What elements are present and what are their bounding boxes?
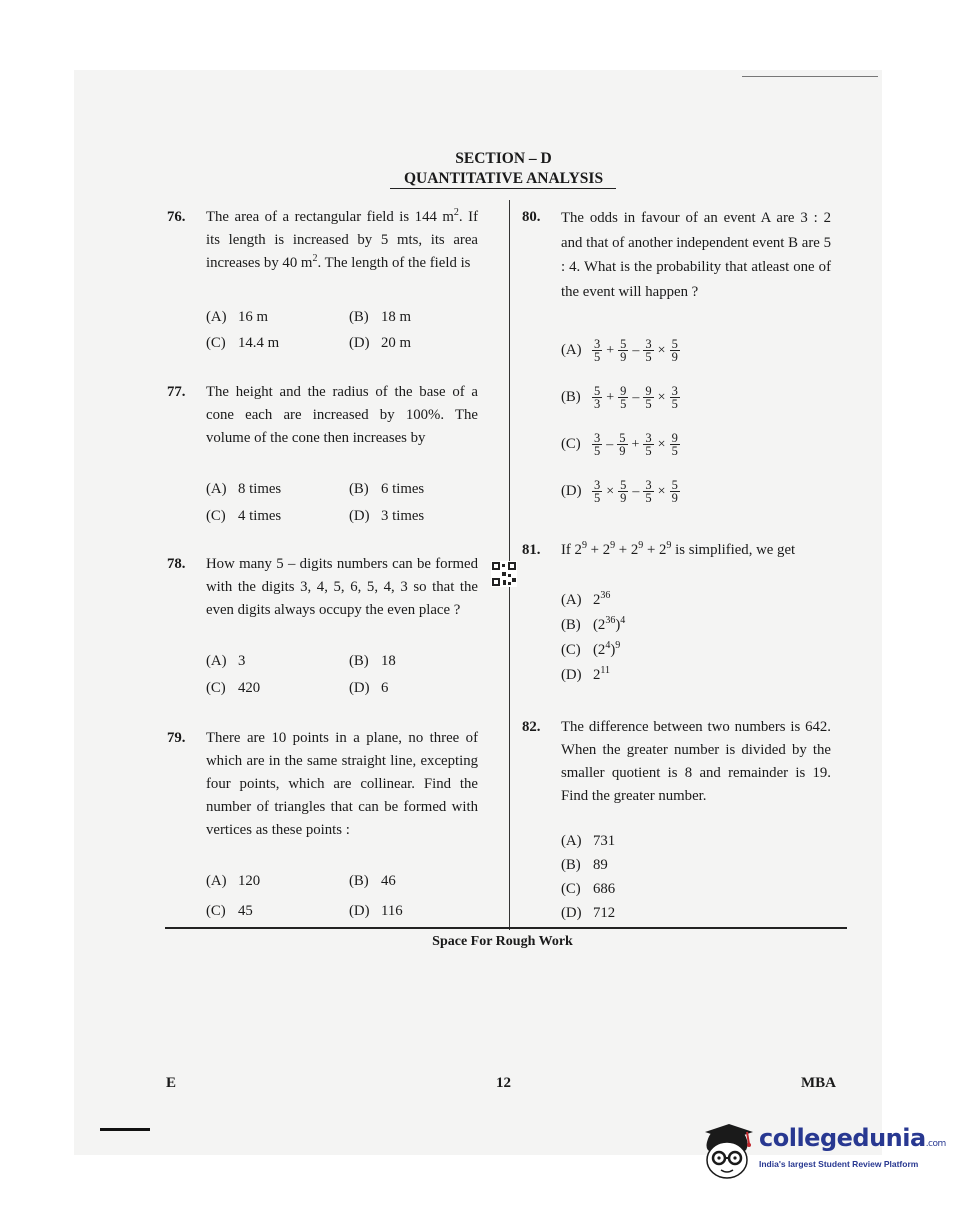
question-text: The area of a rectangular field is 144 $m^2$. If its length is increased by 5 mts, its area increases by 40 $m^2$. The length of the field is xyxy=(206,207,478,271)
option-d: (D) 20 m xyxy=(349,335,412,351)
question-text: There are 10 points in a plane, no three of which are in the same straight line, excepting four points, which are collinear. Find the number of triangles that can be formed with vertices as these points : xyxy=(206,730,478,838)
qr-code-icon xyxy=(491,561,517,587)
option-a: (A) 16 m xyxy=(206,309,269,325)
fraction: $\frac{3}{5}$ xyxy=(594,478,601,505)
section-underline xyxy=(390,188,616,189)
option-label: (B) xyxy=(561,389,581,405)
option-d: (D) 116 xyxy=(349,903,403,919)
fraction: $\frac{9}{5}$ xyxy=(671,431,678,458)
operator: × xyxy=(657,484,666,499)
option-c: (C) 45 xyxy=(206,903,253,919)
question-number: 81. xyxy=(522,542,541,558)
option-a: (A) $2^{36}$ xyxy=(561,590,611,608)
option-a: (A) 8 times xyxy=(206,481,282,497)
section-label: SECTION – D xyxy=(455,150,552,167)
operator: – xyxy=(632,484,640,499)
question-76 xyxy=(167,206,487,356)
operator: + xyxy=(631,437,640,452)
option-c: (C) 686 xyxy=(561,881,616,897)
margin-mark xyxy=(100,1128,150,1131)
fraction: $\frac{5}{9}$ xyxy=(671,478,678,505)
option-a: (A) 731 xyxy=(561,833,616,849)
fraction: $\frac{9}{5}$ xyxy=(645,384,652,411)
page-number: 12 xyxy=(496,1075,511,1091)
question-text: The difference between two numbers is 642. When the greater number is divided by the smaller quotient is 8 and remainder is 19. Find the greater number. xyxy=(561,719,831,804)
operator: – xyxy=(632,343,640,358)
question-text: If $2^9 + 2^9 + 2^9 + 2^9$ is simplified, we get xyxy=(561,540,796,558)
section-subject: QUANTITATIVE ANALYSIS xyxy=(403,170,604,187)
fraction: $\frac{3}{5}$ xyxy=(594,337,601,364)
fraction: $\frac{5}{9}$ xyxy=(619,431,626,458)
option-c: (C) 420 xyxy=(206,680,261,696)
footer-right: MBA xyxy=(801,1075,836,1091)
operator: × xyxy=(657,343,666,358)
question-number: 82. xyxy=(522,719,541,735)
option-c: (C) 14.4 m xyxy=(206,335,280,351)
option-a: (A) 120 xyxy=(206,873,261,889)
option-label: (C) xyxy=(561,436,581,452)
option-b: (B) 6 times xyxy=(349,481,425,497)
question-number: 80. xyxy=(522,209,541,225)
top-rule xyxy=(742,76,878,77)
option-b: (B) 46 xyxy=(349,873,396,889)
option-d: (D) 712 xyxy=(561,905,616,921)
option-d xyxy=(561,479,681,504)
collegedunia-logo xyxy=(697,1120,946,1182)
question-number: 77. xyxy=(167,384,186,400)
fraction: $\frac{3}{5}$ xyxy=(645,337,652,364)
operator: × xyxy=(657,390,666,405)
option-d: (D) $2^{11}$ xyxy=(561,665,611,683)
fraction: $\frac{5}{9}$ xyxy=(620,478,627,505)
fraction: $\frac{5}{9}$ xyxy=(620,337,627,364)
fraction: $\frac{3}{5}$ xyxy=(645,431,652,458)
option-c xyxy=(561,432,681,457)
option-a xyxy=(561,338,681,363)
option-label: (A) xyxy=(561,342,582,358)
question-77 xyxy=(167,381,487,531)
fraction: $\frac{3}{5}$ xyxy=(645,478,652,505)
fraction: $\frac{5}{3}$ xyxy=(594,384,601,411)
question-78 xyxy=(167,553,487,703)
operator: + xyxy=(606,343,615,358)
question-number: 79. xyxy=(167,730,186,746)
question-79 xyxy=(167,727,487,927)
option-b: (B) 18 xyxy=(349,653,396,669)
option-b: (B) 89 xyxy=(561,857,608,873)
operator: × xyxy=(606,484,615,499)
option-c: (C) $(2^4)^9$ xyxy=(561,640,621,658)
option-label: (D) xyxy=(561,483,582,499)
option-b: (B) 18 m xyxy=(349,309,412,325)
fraction: $\frac{3}{5}$ xyxy=(594,431,601,458)
operator: × xyxy=(657,437,666,452)
fraction: $\frac{5}{9}$ xyxy=(671,337,678,364)
question-number: 78. xyxy=(167,556,186,572)
question-text: How many 5 – digits numbers can be formed with the digits 3, 4, 5, 6, 5, 4, 3 so that the even digits always occupy the even place ? xyxy=(206,556,478,618)
option-a: (A) 3 xyxy=(206,653,246,669)
footer-left: E xyxy=(166,1075,177,1091)
fraction: $\frac{9}{5}$ xyxy=(620,384,627,411)
operator: + xyxy=(606,390,615,405)
question-number: 76. xyxy=(167,209,186,225)
brand-name: collegedunia.com xyxy=(759,1124,946,1152)
question-82 xyxy=(522,716,842,926)
option-b: (B) $(2^{36})^4$ xyxy=(561,615,626,633)
option-d: (D) 6 xyxy=(349,680,389,696)
question-text: The odds in favour of an event A are 3 : 2 and that of another independent event B are 5 : 4. What is the probability that atleast one of the event will happen ? xyxy=(561,210,831,300)
brand-tagline: India's largest Student Review Platform xyxy=(759,1159,919,1169)
question-81 xyxy=(522,539,842,699)
rough-work-label: Space For Rough Work xyxy=(432,934,573,949)
operator: – xyxy=(606,437,614,452)
question-80 xyxy=(522,206,842,516)
option-c: (C) 4 times xyxy=(206,508,282,524)
mascot-icon xyxy=(697,1120,757,1182)
option-b xyxy=(561,385,681,410)
bottom-rule xyxy=(165,927,847,929)
operator: – xyxy=(632,390,640,405)
question-text: The height and the radius of the base of a cone each are increased by 100%. The volume of the cone then increases by xyxy=(206,384,478,446)
fraction: $\frac{3}{5}$ xyxy=(671,384,678,411)
option-d: (D) 3 times xyxy=(349,508,425,524)
